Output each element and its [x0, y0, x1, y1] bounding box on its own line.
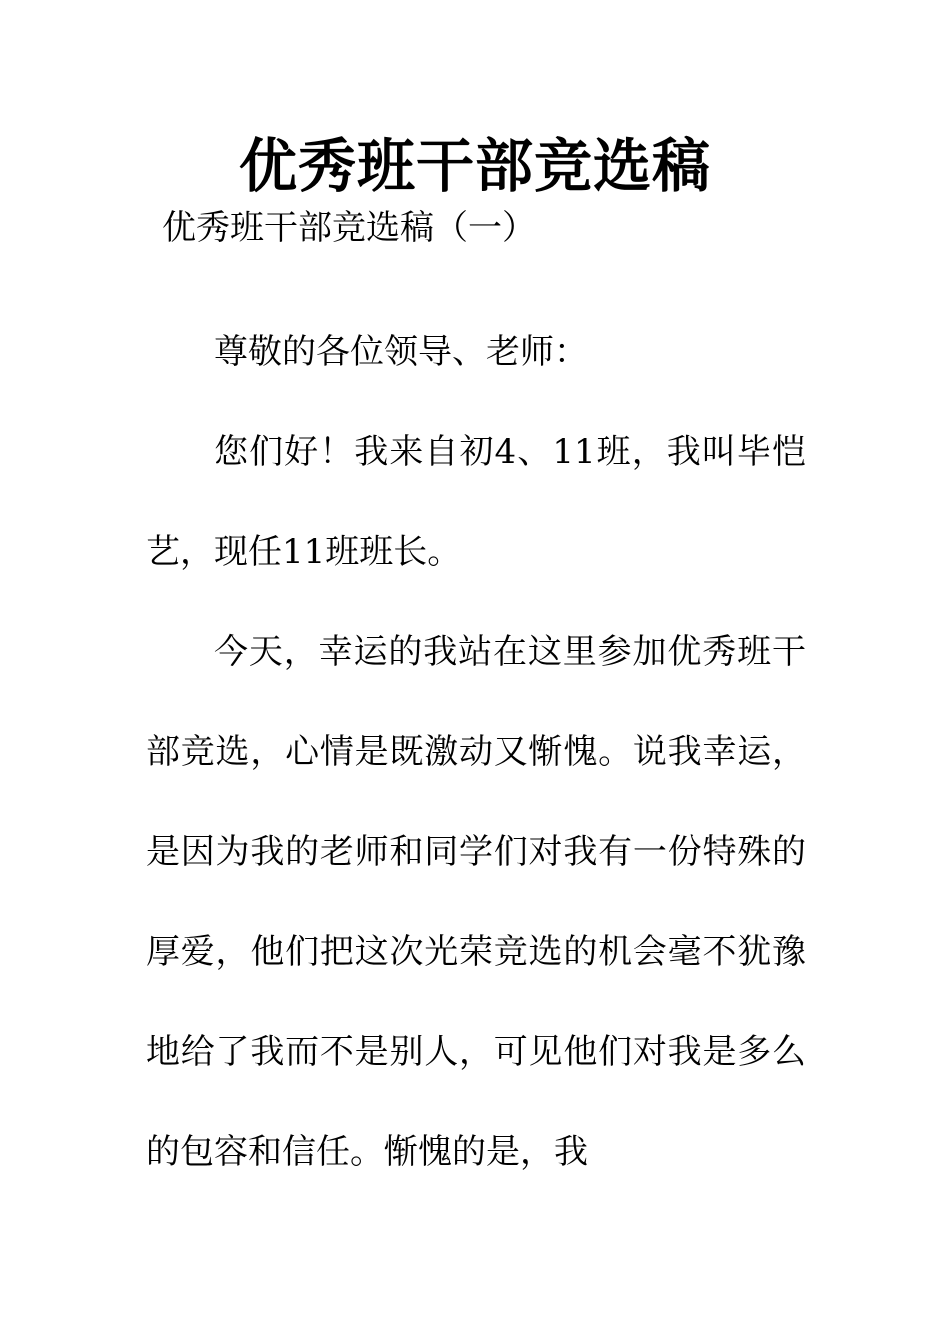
document-subtitle: 优秀班干部竞选稿（一） [162, 208, 536, 248]
document-body [146, 302, 806, 1202]
paragraph-introduction: 您们好！我来自初4、11班，我叫毕恺艺，现任11班班长。 [146, 432, 806, 572]
paragraph-greeting: 尊敬的各位领导、老师： [214, 332, 588, 372]
paragraph-main: 今天，幸运的我站在这里参加优秀班干部竞选，心情是既激动又惭愧。说我幸运，是因为我的老师和同学们对我有一份特殊的厚爱，他们把这次光荣竞选的机会毫不犹豫地给了我而不是别人，可见他们对我是多么的包容和信任。惭愧的是，我 [146, 632, 806, 1172]
document-title: 优秀班干部竞选稿 [238, 132, 711, 200]
